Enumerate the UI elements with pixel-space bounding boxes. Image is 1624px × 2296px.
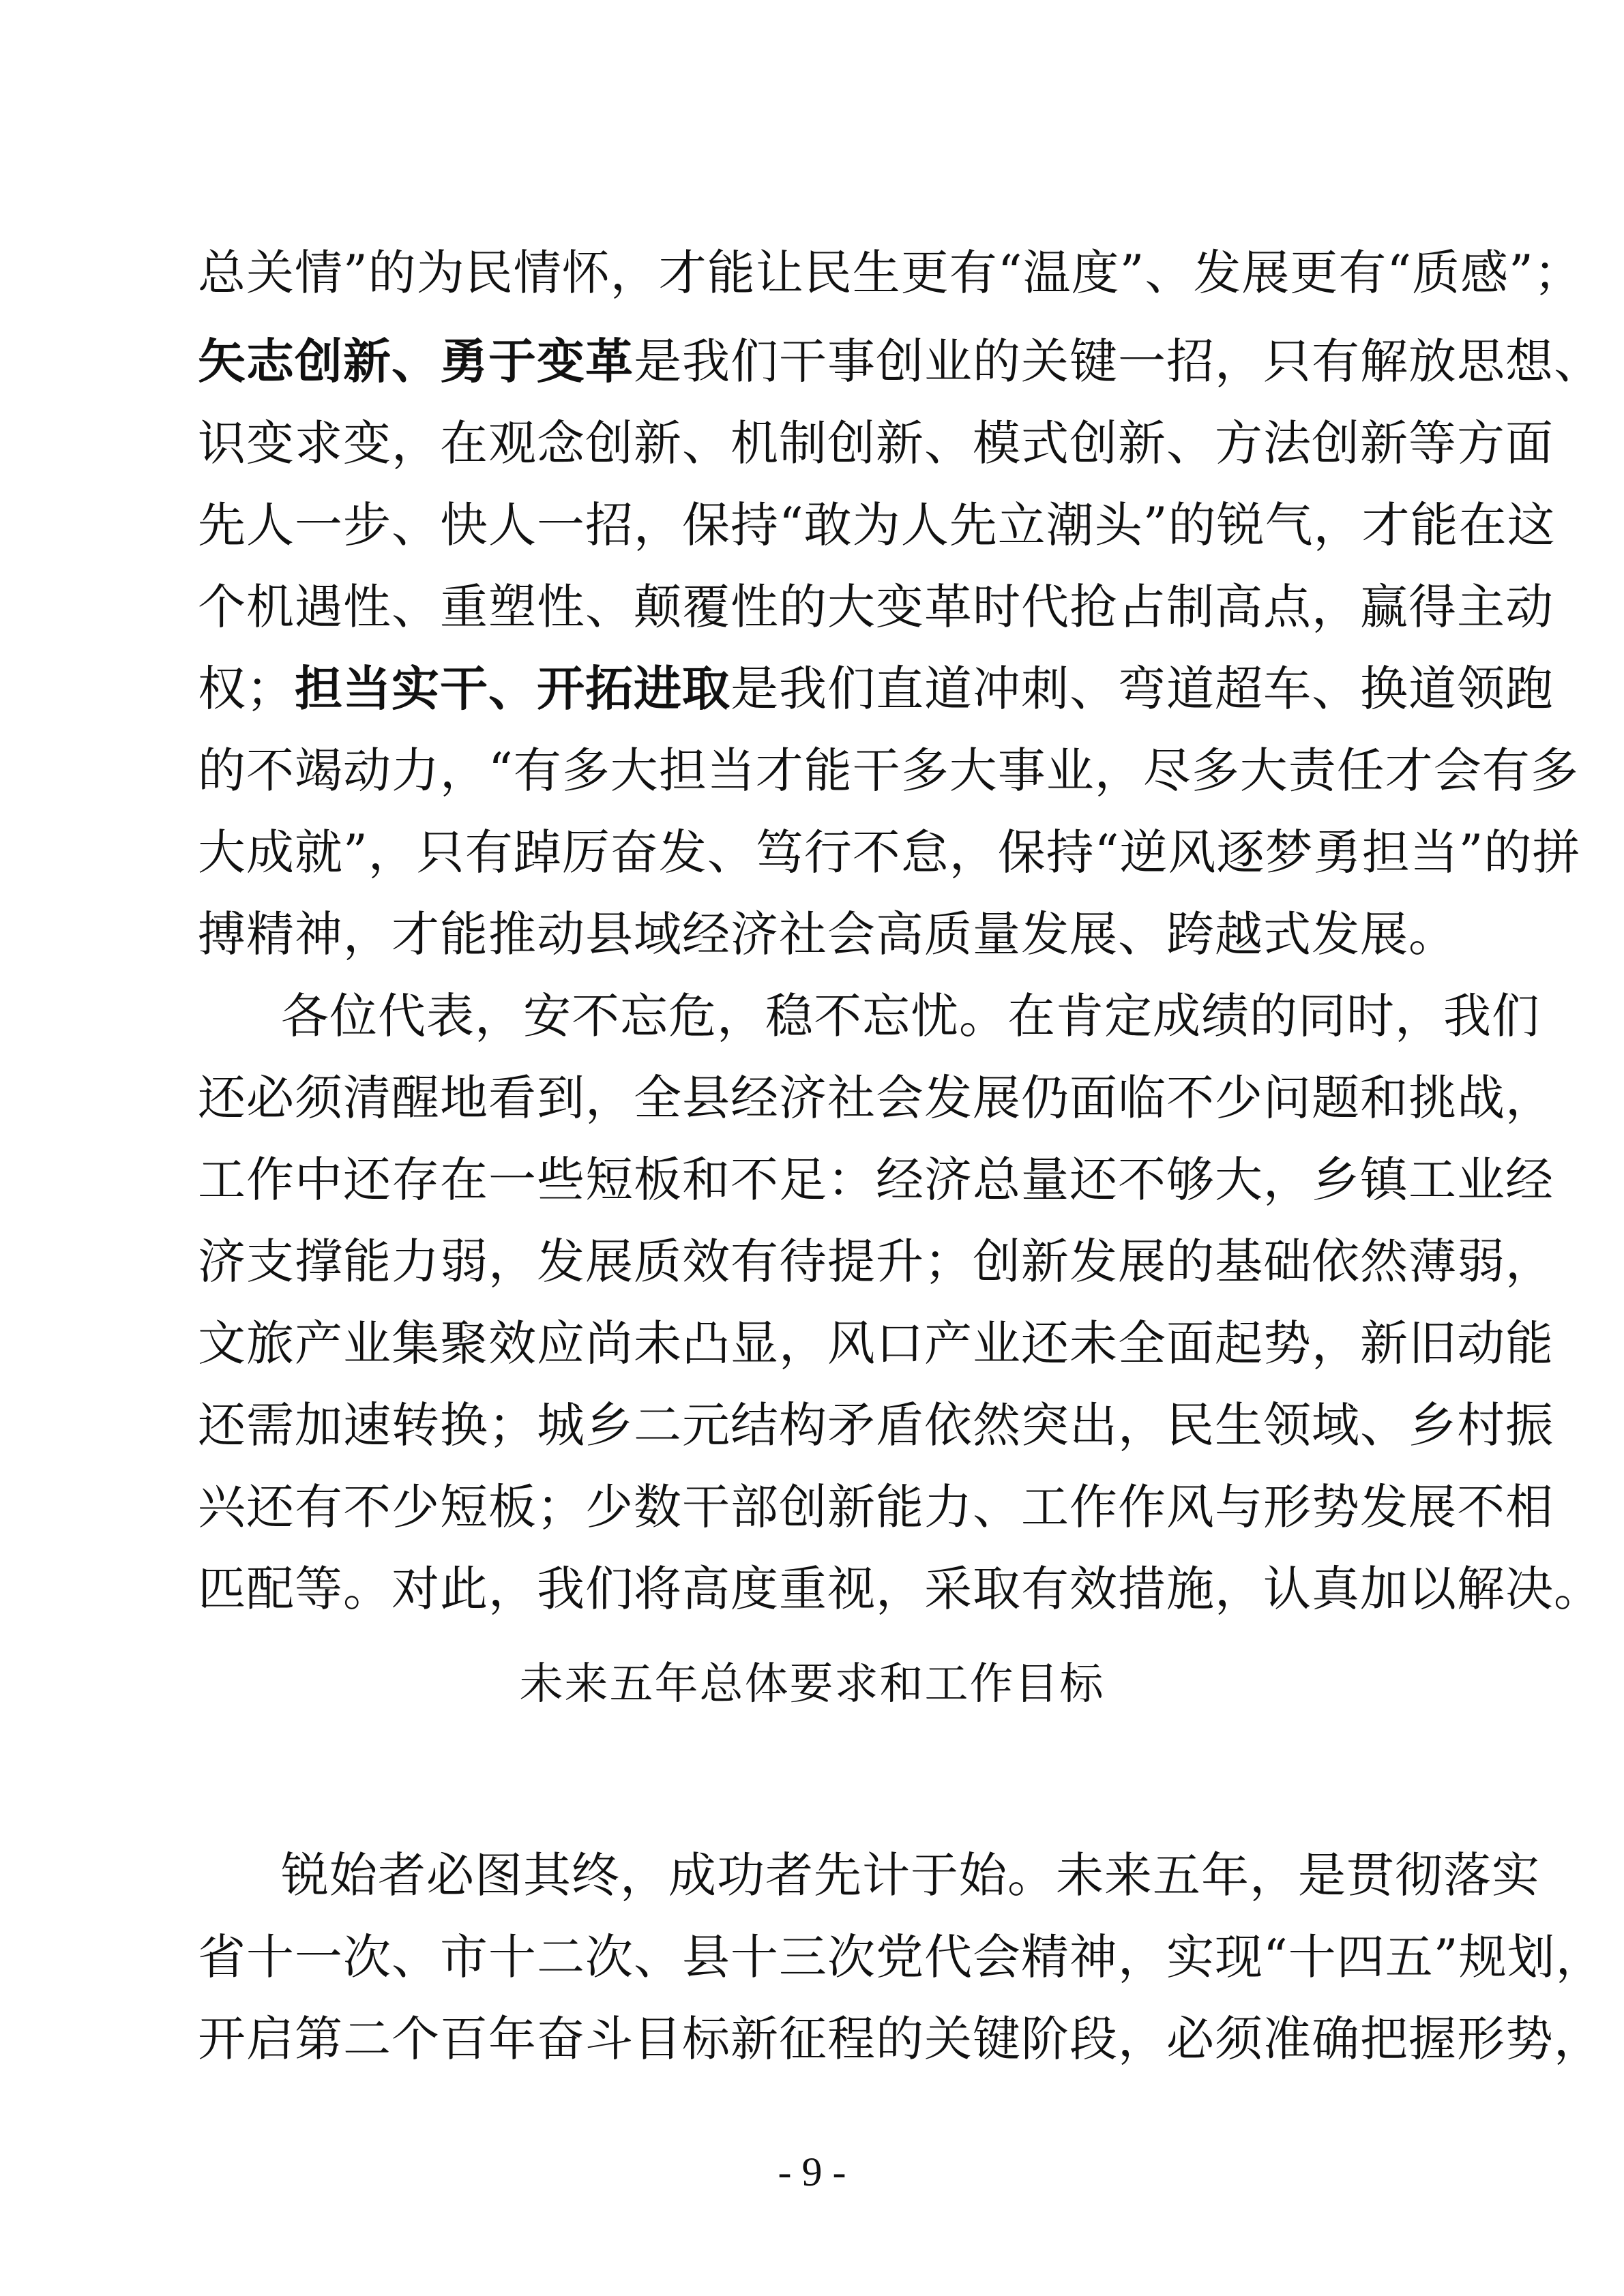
text-line: 识变求变，在观念创新、机制创新、模式创新、方法创新等方面: [198, 415, 1554, 471]
text-span: 是我们直道冲刺、弯道超车、换道领跑: [730, 661, 1554, 717]
text-line: 还需加速转换；城乡二元结构矛盾依然突出，民生领域、乡村振: [198, 1397, 1554, 1453]
text-line: 还必须清醒地看到，全县经济社会发展仍面临不少问题和挑战，: [198, 1070, 1554, 1126]
text-line: 匹配等。对此，我们将高度重视，采取有效措施，认真加以解决。: [198, 1561, 1602, 1617]
text-line: 先人一步、快人一招，保持“敢为人先立潮头”的锐气，才能在这: [198, 497, 1556, 553]
text-line: 省十一次、市十二次、县十三次党代会精神，实现“十四五”规划，: [198, 1929, 1604, 1985]
text-line: 搏精神，才能推动县域经济社会高质量发展、跨越式发展。: [198, 906, 1457, 962]
text-line: 大成就”，只有踔厉奋发、笃行不怠，保持“逆风逐梦勇担当”的拼: [198, 824, 1581, 880]
text-span: 是我们干事创业的关键一招，只有解放思想、: [634, 333, 1602, 389]
text-line: 的不竭动力，“有多大担当才能干多大事业，尽多大责任才会有多: [198, 743, 1579, 799]
text-line: 总关情”的为民情怀，才能让民生更有“温度”、发展更有“质感”；: [198, 245, 1582, 301]
text-span: 权；: [198, 661, 295, 717]
text-line: 济支撑能力弱，发展质效有待提升；创新发展的基础依然薄弱，: [198, 1234, 1554, 1289]
bold-phrase: 矢志创新、勇于变革: [198, 333, 634, 389]
text-line: 个机遇性、重塑性、颠覆性的大变革时代抢占制高点，赢得主动: [198, 579, 1554, 635]
text-line: 兴还有不少短板；少数干部创新能力、工作作风与形势发展不相: [198, 1479, 1554, 1535]
text-line: 文旅产业集聚效应尚未凸显，风口产业还未全面起势，新旧动能: [198, 1315, 1554, 1371]
text-line: 各位代表，安不忘危，稳不忘忧。在肯定成绩的同时，我们: [281, 988, 1540, 1044]
text-line: 工作中还存在一些短板和不足：经济总量还不够大，乡镇工业经: [198, 1152, 1554, 1208]
text-line: 开启第二个百年奋斗目标新征程的关键阶段，必须准确把握形势，: [198, 2011, 1602, 2067]
text-line: 锐始者必图其终，成功者先计于始。未来五年，是贯彻落实: [281, 1847, 1540, 1903]
section-heading: 未来五年总体要求和工作目标: [519, 1659, 1105, 1710]
text-line: [198, 655, 1554, 723]
text-line: [198, 327, 1602, 396]
page-number: - 9 -: [778, 2149, 846, 2194]
bold-phrase: 担当实干、开拓进取: [295, 660, 730, 717]
